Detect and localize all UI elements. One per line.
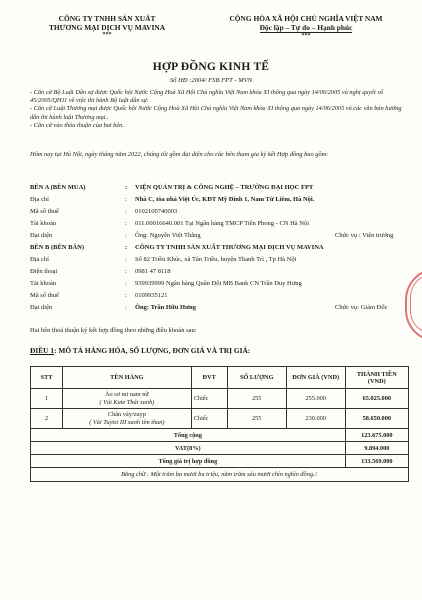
table-header-row — [31, 367, 409, 389]
national-header — [196, 14, 416, 39]
row-item-name: Chân váy/zuyp ( Vải Tuytsi III xanh tím than) — [63, 409, 192, 429]
contract-number: Số HĐ :2004/ FSB FPT - MVN — [169, 77, 253, 84]
row-unit: Chiếc — [191, 389, 227, 409]
article-1-label: ĐIỀU 1 — [30, 346, 55, 355]
national-motto: Độc lập – Tự do – Hạnh phúc — [259, 23, 353, 32]
company-name-line1: CÔNG TY TNHH SẢN XUẤT — [58, 14, 156, 23]
subtotal-value: 123.675.000 — [345, 429, 408, 442]
legal-basis-item: - Căn cứ Bộ Luật Dân sự được Quốc hội Nước Cộng Hoà Xã Hội Chủ nghĩa Việt Nam khóa XI thông qua ngày 14/06/2005 và nghị quyết số 45/2005/QH11 về việc thi hành Bộ luật dân sự. — [30, 89, 383, 105]
vat-label: VAT(8%) — [31, 442, 346, 455]
row-amount: 65.025.000 — [345, 389, 408, 409]
party-b-address: Số 82 Triều Khúc, xã Tân Triều, huyện Thanh Trì , Tp Hà Nội — [135, 255, 297, 263]
legal-basis — [30, 89, 405, 130]
party-a-address: Nhà C, tòa nhà Việt Úc, KĐT Mỹ Đình 1, Nam Từ Liêm, Hà Nội. — [135, 195, 315, 203]
party-b-field-label: Mã số thuế — [30, 291, 59, 299]
party-a-field-label: Mã số thuế — [30, 207, 59, 215]
row-unit-price: 255.000 — [286, 389, 345, 409]
party-b-phone: 0981 47 8118 — [135, 267, 171, 275]
row-quantity: 255 — [227, 409, 286, 429]
table-row — [31, 409, 409, 429]
party-b-representative: Ông: Trần Hữu Hưng — [135, 304, 196, 312]
party-b-position: Chức vụ: Giám Đốc — [335, 304, 388, 312]
row-unit-price: 230.000 — [286, 409, 345, 429]
company-name-line2: THƯƠNG MẠI DỊCH VỤ MAVINA — [48, 23, 166, 32]
table-row — [31, 389, 409, 409]
company-stars: *** — [102, 32, 112, 38]
goods-table — [30, 366, 409, 482]
article-1-heading — [30, 346, 250, 355]
row-quantity: 255 — [227, 389, 286, 409]
grand-total-value: 133.569.000 — [345, 455, 408, 468]
table-header: SỐ LƯỢNG — [227, 367, 286, 389]
amount-in-words: Bằng chữ : Một trăm ba mươi ba triệu, năm trăm sáu mươi chín nghìn đồng./. — [31, 468, 409, 482]
party-b-field-label: Điện thoại — [30, 267, 58, 275]
amount-in-words-row — [31, 468, 409, 482]
table-header: ĐƠN GIÁ (VND) — [286, 367, 345, 389]
party-b-bank-account: 939939999 Ngân hàng Quân Đội MB Bank CN Trần Duy Hưng — [135, 279, 302, 287]
party-b-heading: BÊN B (BÊN BÁN) — [30, 243, 84, 251]
party-a-representative: Ông: Nguyễn Việt Thắng — [135, 231, 201, 239]
company-header — [22, 14, 192, 38]
table-header: THÀNH TIỀN (VND) — [345, 367, 408, 389]
agreement-statement: Hai bên thoả thuận ký kết hợp đồng theo những điều khoản sau: — [30, 327, 197, 334]
grand-total-row — [31, 455, 409, 468]
legal-basis-item: - Căn cứ Luật Thương mại được Quốc hội Nước Cộng Hoà Xã Hội Chủ nghĩa Việt Nam khóa XI thông qua ngày 14/06/2005 và các văn bản hướng dẫn thi hành luật Thương mại.. — [30, 105, 402, 121]
subtotal-row — [31, 429, 409, 442]
party-b-field-label: Địa chỉ — [30, 255, 49, 263]
party-b-name: CÔNG TY TNHH SẢN XUẤT THƯƠNG MẠI DỊCH VỤ MAVINA — [135, 243, 324, 251]
document-title: HỢP ĐỒNG KINH TẾ — [152, 61, 270, 73]
subtotal-label: Tổng cộng — [31, 429, 346, 442]
vat-value: 9.894.000 — [345, 442, 408, 455]
party-a-bank-account: 011.00016640.001 Tại Ngân hàng TMCP Tiên Phong - CN Hà Nội — [135, 219, 310, 227]
party-a-section: BÊN A (BÊN MUA) : VIỆN QUẢN TRỊ & CÔNG NGHỆ – TRƯỜNG ĐẠI HỌC FPT Địa chỉ : Nhà C, tòa nhà Việt Úc, KĐT Mỹ Đình 1, Nam Từ Liêm, Hà Nội. Mã số thuế : 0102100740003 Tài khoản : 011.00016640.001 Tại Ngân hàng TMCP Tiên Phong - CN Hà Nội Đại diện : Ông: Nguyễn Việt Thắng Chức vụ : Viện trưởng — [30, 181, 415, 241]
party-b-section: BÊN B (BÊN BÁN) : CÔNG TY TNHH SẢN XUẤT THƯƠNG MẠI DỊCH VỤ MAVINA Địa chỉ : Số 82 Triều Khúc, xã Tân Triều, huyện Thanh Trì , Tp Hà Nội Điện thoại : 0981 47 8118 Tài khoản : 939939999 Ngân hàng Quân Đội MB Bank CN Trần Duy Hưng Mã số thuế : 0109935121 Đại diện : Ông: Trần Hữu Hưng Chức vụ: Giám Đốc — [30, 241, 415, 314]
article-1-text: : MÔ TẢ HÀNG HÓA, SỐ LƯỢNG, ĐƠN GIÁ VÀ TRỊ GIÁ: — [54, 346, 251, 355]
party-a-heading: BÊN A (BÊN MUA) — [30, 183, 86, 191]
party-b-tax-code: 0109935121 — [135, 291, 168, 299]
intro-paragraph: Hôm nay tại Hà Nội, ngày tháng năm 2022, chúng tôi gồm đại diện cho các bên tham gia ký kết Hợp đồng bao gồm: — [30, 151, 329, 158]
party-a-field-label: Địa chỉ — [30, 195, 49, 203]
nation-name: CỘNG HÒA XÃ HỘI CHỦ NGHĨA VIỆT NAM — [229, 14, 383, 23]
vat-row — [31, 442, 409, 455]
row-item-name: Áo sơ mi nam nữ ( Vải Kate Thái xanh) — [63, 389, 192, 409]
row-stt: 1 — [31, 389, 63, 409]
party-b-rep-label: Đại diện — [30, 304, 53, 312]
party-a-name: VIỆN QUẢN TRỊ & CÔNG NGHỆ – TRƯỜNG ĐẠI HỌC FPT — [135, 183, 314, 191]
row-stt: 2 — [31, 409, 63, 429]
party-b-field-label: Tài khoản — [30, 279, 57, 287]
party-a-field-label: Tài khoản — [30, 219, 57, 227]
grand-total-label: Tổng giá trị hợp đồng — [31, 455, 346, 468]
party-a-tax-code: 0102100740003 — [135, 207, 178, 215]
row-amount: 58.650.000 — [345, 409, 408, 429]
table-header: ĐVT — [191, 367, 227, 389]
legal-basis-item: - Căn cứ vào thỏa thuận của hai bên. — [30, 121, 124, 129]
table-header: TÊN HÀNG — [63, 367, 192, 389]
party-a-position: Chức vụ : Viện trưởng — [335, 231, 394, 239]
nation-stars: *** — [301, 33, 311, 39]
row-unit: Chiếc — [191, 409, 227, 429]
party-a-rep-label: Đại diện — [30, 231, 53, 239]
table-header: STT — [31, 367, 63, 389]
